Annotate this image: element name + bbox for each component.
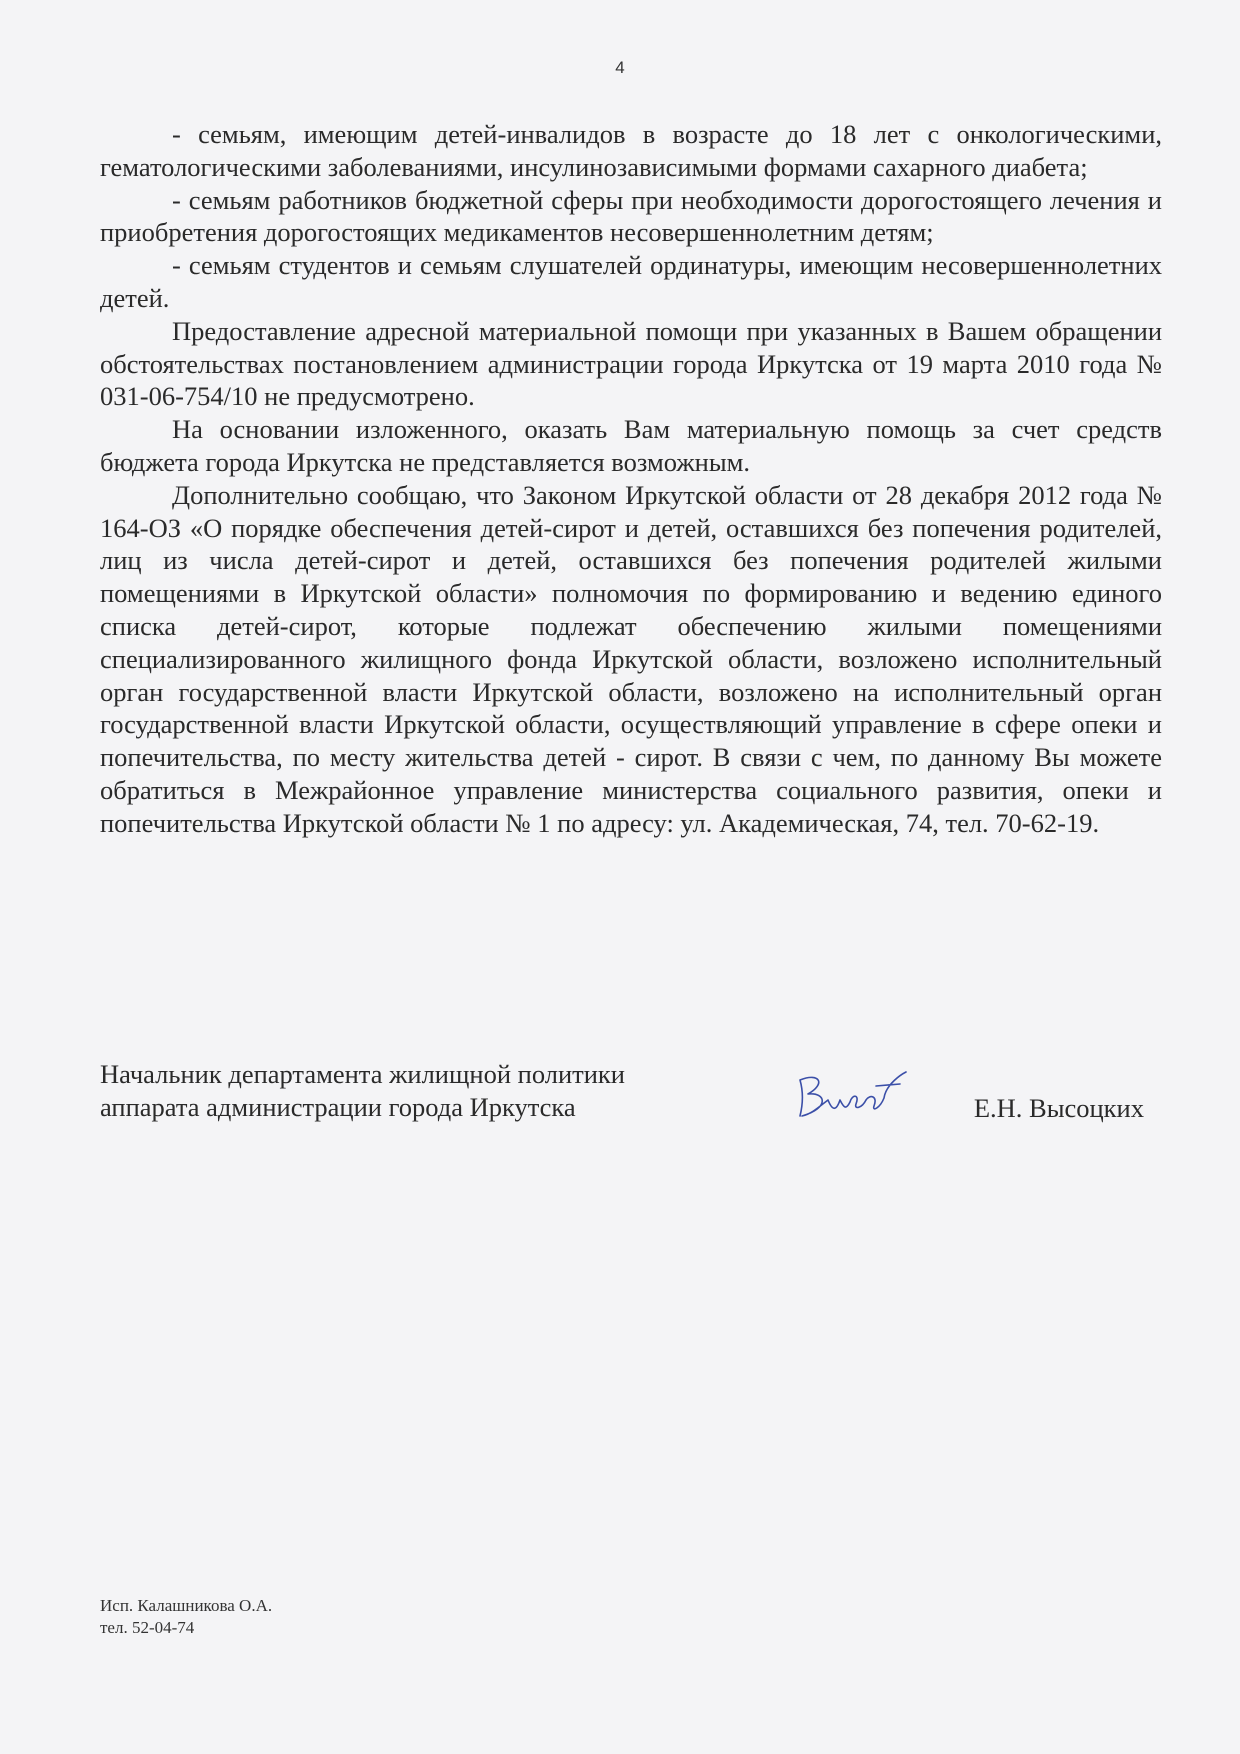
paragraph-budget-workers-families: - семьям работников бюджетной сферы при необходимости дорогостоящего лечения и приобретения дорогостоящих медикаментов несовершеннолетним детям;: [100, 184, 1162, 248]
signer-position: [100, 1058, 740, 1124]
executor-name: Исп. Калашникова О.А.: [100, 1596, 273, 1615]
paragraph-additional-info: Дополнительно сообщаю, что Законом Иркутской области от 28 декабря 2012 года № 164-ОЗ «О порядке обеспечения детей-сирот и детей, оставшихся без попечения родителей, лиц из числа детей-сирот и детей, оставшихся без попечения родителей жилыми помещениями в Иркутской области» полномочия по формированию и ведению единого списка детей-сирот, которые подлежат обеспечению жилыми помещениями специализированного жилищного фонда Иркутской области, возложено исполнительный орган государственной власти Иркутской области, возложено на исполнительный орган государственной власти Иркутской области, осуществляющий управление в сфере опеки и попечительства, по месту жительства детей - сирот. В связи с чем, по данному Вы можете обратиться в Межрайонное управление министерства социального развития, опеки и попечительства Иркутской области № 1 по адресу: ул. Академическая, 74, тел. 70-62-19.: [100, 479, 1162, 838]
paragraph-refusal: На основании изложенного, оказать Вам материальную помощь за счет средств бюджета города Иркутска не представляется возможным.: [100, 414, 1162, 477]
executor-info: [100, 1595, 272, 1639]
paragraph-not-provided: Предоставление адресной материальной помощи при указанных в Вашем обращении обстоятельствах постановлением администрации города Иркутска от 19 марта 2010 года № 031-06-754/10 не предусмотрено.: [100, 315, 1162, 412]
signer-position-line-1: Начальник департамента жилищной политики: [100, 1059, 625, 1089]
executor-phone: тел. 52-04-74: [100, 1618, 195, 1637]
paragraph-students-families: - семьям студентов и семьям слушателей ординатуры, имеющим несовершеннолетних детей.: [100, 250, 1162, 313]
handwritten-signature: [790, 1064, 910, 1124]
paragraph-families-disabled-children: - семьям, имеющим детей-инвалидов в возрасте до 18 лет с онкологическими, гематологическими заболеваниями, инсулинозависимыми формами сахарного диабета;: [100, 119, 1162, 182]
signature-block: [100, 1058, 1162, 1138]
letter-body: [100, 118, 1162, 840]
signer-position-line-2: аппарата администрации города Иркутска: [100, 1091, 576, 1122]
page-number: 4: [615, 58, 625, 77]
signer-name: Е.Н. Высоцких: [973, 1093, 1144, 1123]
